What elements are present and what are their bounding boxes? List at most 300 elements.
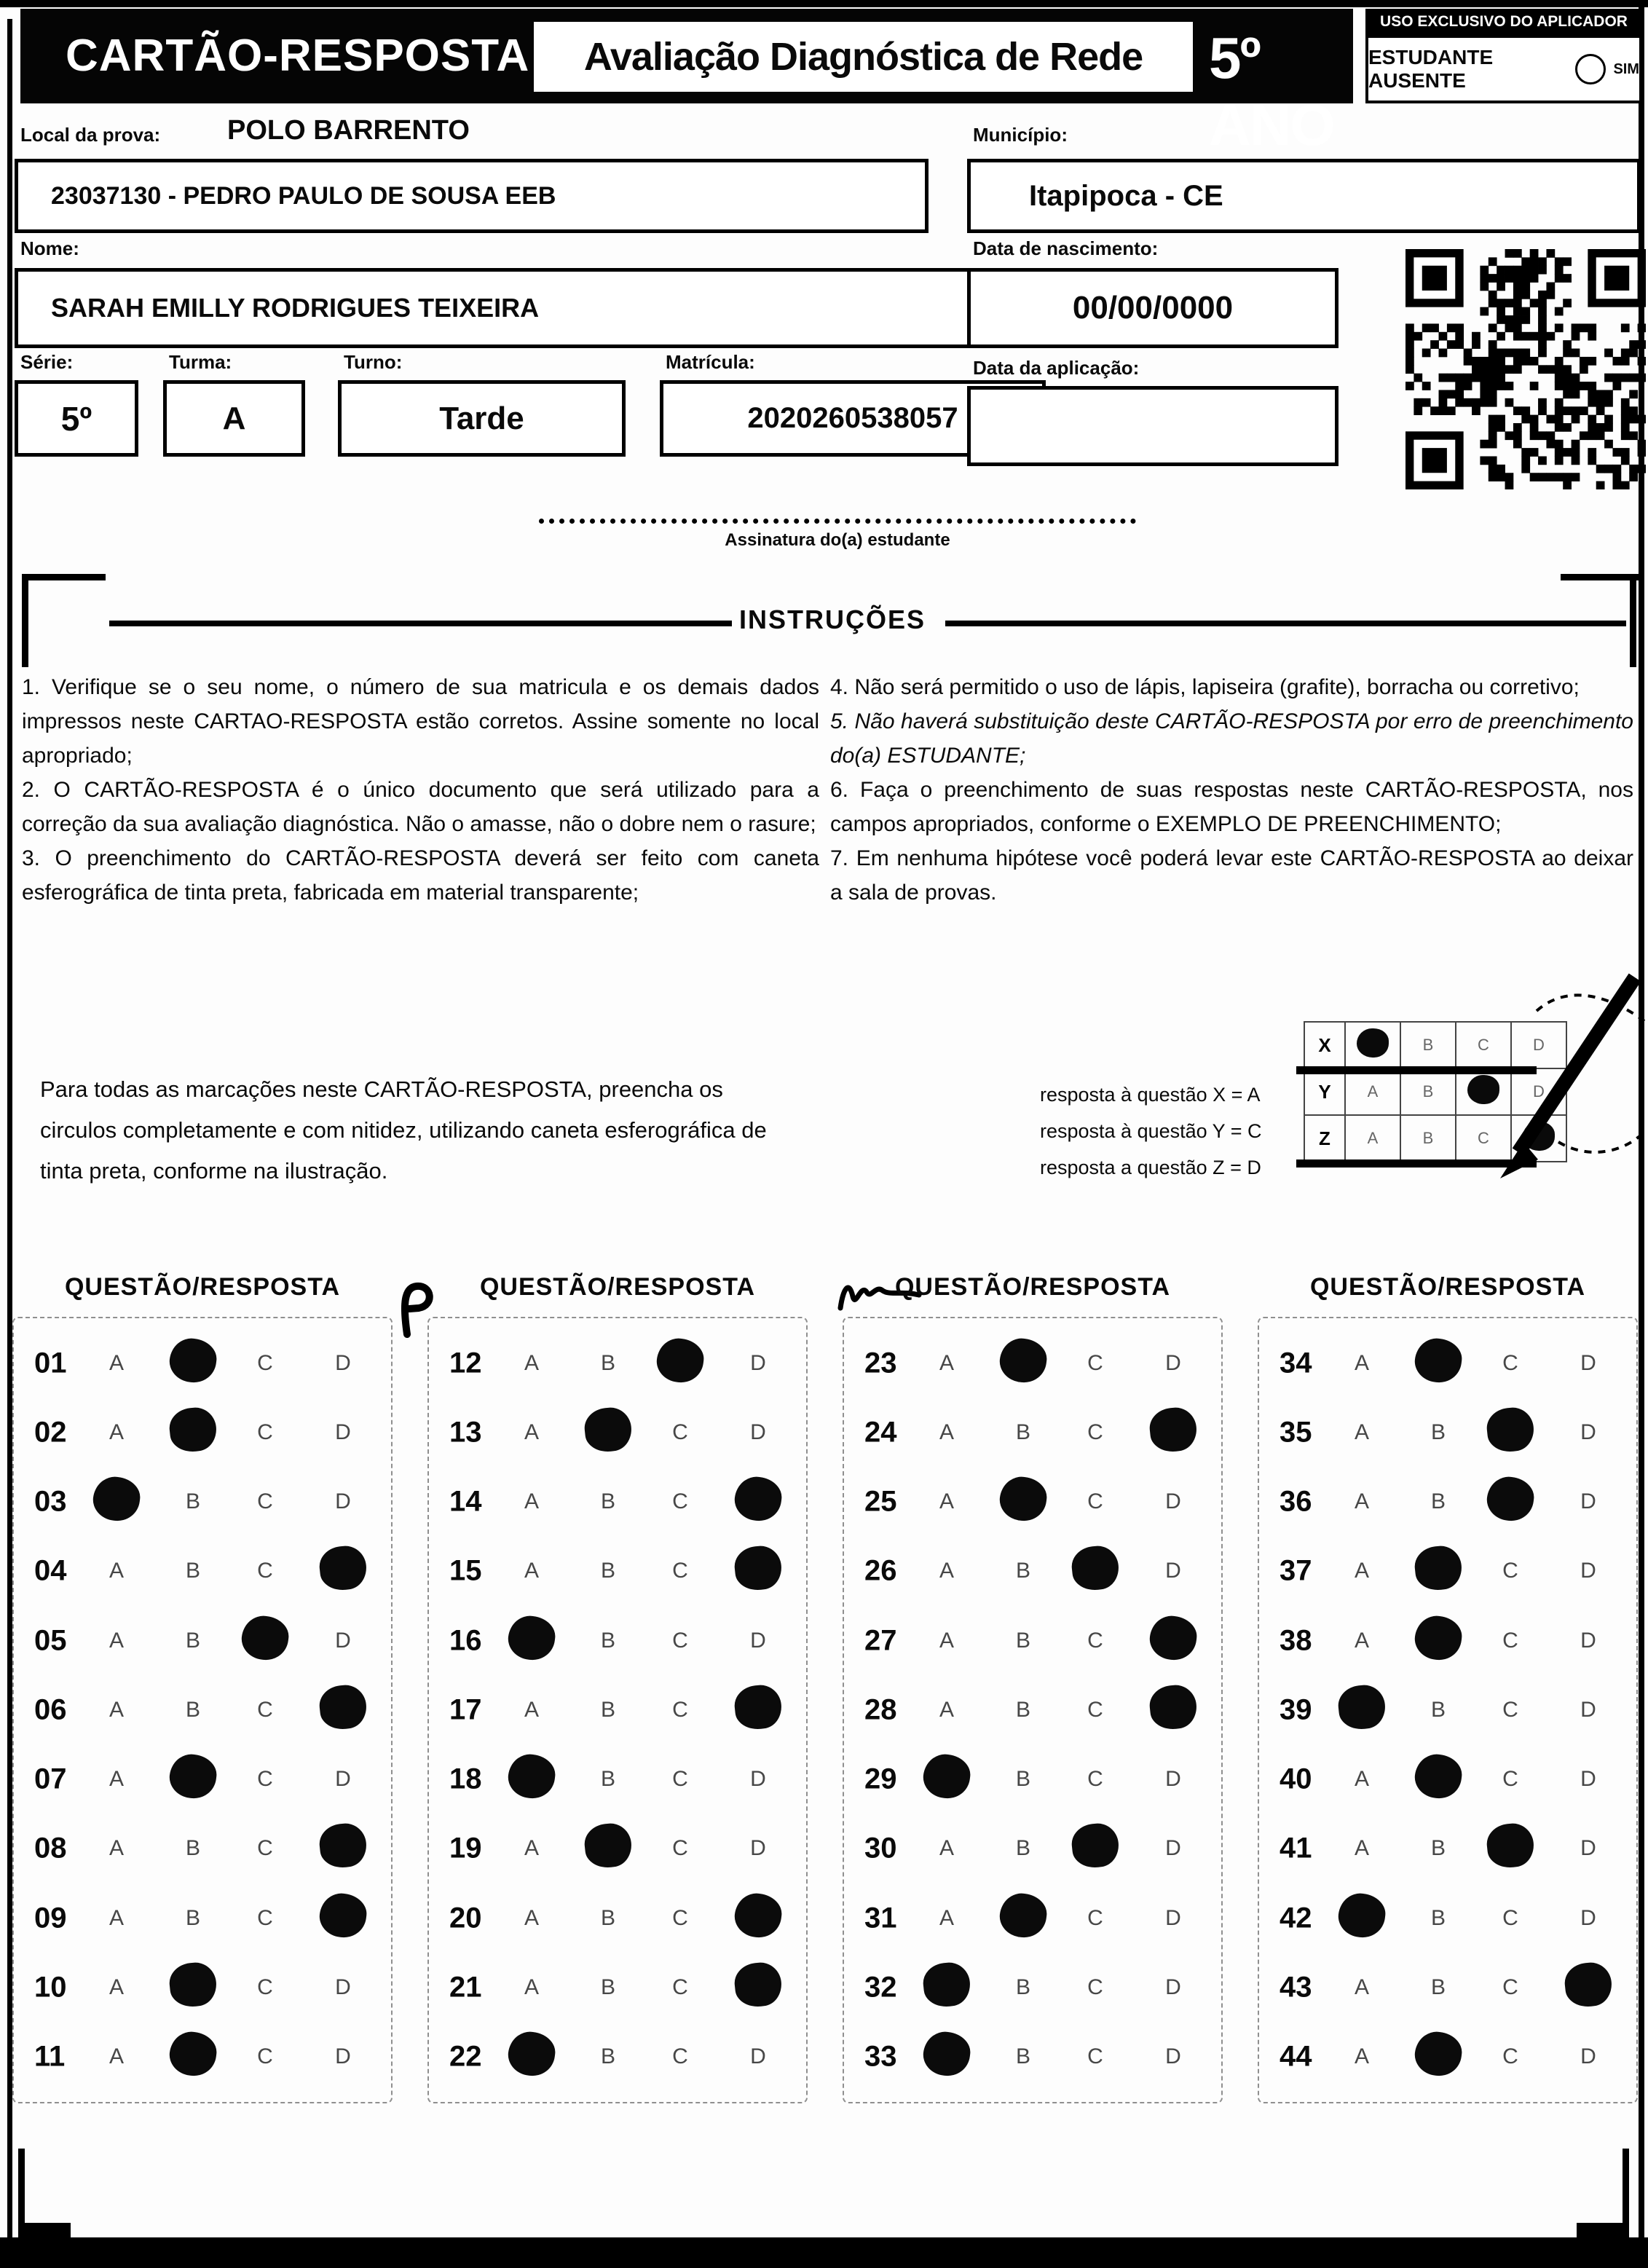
municipio-field: [967, 159, 1641, 233]
marked-option: [167, 1339, 218, 1388]
question-number: 13: [449, 1416, 482, 1449]
option-letter: D: [1580, 1836, 1596, 1861]
filled-bubble-icon: [1413, 1544, 1464, 1592]
option-letter: C: [1087, 1628, 1103, 1653]
question-number: 02: [34, 1416, 67, 1449]
bracket-bottom-right-foot: [1577, 2223, 1629, 2239]
fill-instructions-paragraph: Para todas as marcações neste CARTÃO-RESPOSTA, preencha os circulos completamente e com nitidez, utilizando caneta esferográfica de tinta preta, conforme na ilustração.: [40, 1076, 767, 1184]
pencil-icon: [1486, 969, 1648, 1187]
answer-row: [429, 2027, 806, 2087]
answer-column: [843, 1273, 1223, 2103]
option-letter: C: [672, 1767, 688, 1792]
question-number: 19: [449, 1832, 482, 1865]
marked-option: [921, 1755, 972, 1804]
applicator-box: [1365, 9, 1642, 103]
example-option-letter: A: [1345, 1068, 1400, 1115]
option-letter: C: [672, 1836, 688, 1861]
option-letter: A: [939, 1350, 954, 1375]
option-letter: B: [600, 1489, 615, 1514]
answer-row: [14, 1749, 391, 1809]
marked-option: [318, 1685, 368, 1735]
filled-bubble-icon: [1413, 1336, 1464, 1385]
option-letter: C: [1502, 1975, 1518, 2000]
option-letter: B: [1430, 1697, 1446, 1722]
option-letter: D: [750, 2044, 766, 2069]
option-letter: A: [1354, 1975, 1369, 2000]
filled-bubble-icon: [1148, 1406, 1199, 1454]
question-number: 12: [449, 1347, 482, 1379]
filled-bubble-icon: [583, 1406, 634, 1454]
question-number: 05: [34, 1624, 67, 1657]
option-letter: D: [1165, 1836, 1181, 1861]
turma-label: Turma:: [169, 351, 232, 373]
option-letter: C: [1087, 1697, 1103, 1722]
filled-bubble-icon: [733, 1474, 784, 1523]
option-letter: D: [1580, 1420, 1596, 1444]
filled-bubble-icon: [167, 1406, 218, 1454]
option-letter: D: [335, 2044, 351, 2069]
option-letter: C: [672, 1420, 688, 1444]
option-letter: A: [524, 1489, 539, 1514]
option-letter: D: [1580, 1489, 1596, 1514]
option-letter: C: [1087, 2044, 1103, 2069]
applicator-strip-label: USO EXCLUSIVO DO APLICADOR: [1365, 9, 1642, 35]
answer-row: [14, 1611, 391, 1671]
option-letter: C: [257, 1836, 273, 1861]
answer-grid-header: QUESTÃO/RESPOSTA: [479, 1273, 756, 1301]
marked-option: [1148, 1685, 1199, 1735]
option-letter: A: [109, 1697, 124, 1722]
option-letter: D: [1165, 1350, 1181, 1375]
option-letter: A: [939, 1420, 954, 1444]
filled-bubble-icon: [1485, 1406, 1536, 1454]
marked-option: [998, 1339, 1049, 1388]
filled-bubble-icon: [733, 1891, 784, 1940]
option-letter: B: [1015, 2044, 1030, 2069]
option-letter: C: [257, 1420, 273, 1444]
serie-label: Série:: [20, 351, 74, 373]
option-letter: A: [524, 1975, 539, 2000]
marked-option: [733, 1963, 784, 2012]
option-letter: A: [524, 1905, 539, 1930]
option-letter: D: [1580, 1559, 1596, 1583]
question-number: 31: [864, 1902, 897, 1934]
filled-bubble-icon: [1336, 1683, 1387, 1731]
option-letter: D: [1165, 2044, 1181, 2069]
answer-row: [14, 1958, 391, 2017]
option-letter: C: [1502, 1697, 1518, 1722]
turno-label: Turno:: [344, 351, 403, 373]
marked-option: [921, 1963, 972, 2012]
instruction-item: 3. O preenchimento do CARTÃO-RESPOSTA deverá ser feito com caneta esferográfica de tinta preta, fabricada em material transparente;: [22, 846, 819, 905]
answer-row: [14, 2027, 391, 2087]
school-value: 23037130 - PEDRO PAULO DE SOUSA EEB: [51, 181, 556, 210]
marked-option: [1336, 1685, 1387, 1735]
example-option-letter: D: [1511, 1068, 1566, 1115]
answer-row: [14, 1680, 391, 1740]
option-letter: A: [109, 1350, 124, 1375]
option-letter: C: [257, 1905, 273, 1930]
turma-value: A: [222, 400, 246, 436]
question-number: 11: [34, 2040, 66, 2073]
filled-bubble-icon: [506, 1613, 558, 1662]
card-subtitle: Avaliação Diagnóstica de Rede: [583, 35, 1143, 79]
instructions-left-column: [22, 670, 819, 910]
answer-row: [1259, 1680, 1636, 1740]
bracket-top-right-v: [1630, 574, 1636, 667]
option-letter: C: [672, 1559, 688, 1583]
option-letter: A: [1354, 1836, 1369, 1861]
question-number: 24: [864, 1416, 897, 1449]
option-letter: B: [600, 2044, 615, 2069]
filled-bubble-icon: [1563, 1961, 1614, 2009]
instructions-right-column: [830, 670, 1633, 910]
filled-bubble-icon: [998, 1336, 1049, 1385]
signature-line: [539, 519, 1136, 524]
option-letter: B: [1015, 1697, 1030, 1722]
option-letter: C: [1087, 1767, 1103, 1792]
nascimento-field: [967, 268, 1338, 348]
answer-row: [844, 1889, 1221, 1948]
option-letter: C: [1087, 1489, 1103, 1514]
answer-row: [429, 1541, 806, 1601]
absent-bubble-icon: [1575, 54, 1606, 84]
marked-option: [1485, 1408, 1536, 1457]
filled-bubble-icon: [167, 1961, 218, 2009]
turno-field: [338, 380, 626, 457]
option-letter: A: [109, 1905, 124, 1930]
marked-option: [1413, 1755, 1464, 1804]
option-letter: A: [109, 2044, 124, 2069]
question-number: 44: [1280, 2040, 1312, 2073]
aplicacao-label: Data da aplicação:: [973, 357, 1140, 379]
option-letter: C: [1087, 1420, 1103, 1444]
legend-line: resposta à questão X = A: [1040, 1084, 1261, 1106]
instruction-item: 6. Faça o preenchimento de suas respostas neste CARTÃO-RESPOSTA, nos campos apropriados, conforme o EXEMPLO DE PREENCHIMENTO;: [830, 778, 1633, 836]
answer-row: [14, 1541, 391, 1601]
filled-bubble-icon: [921, 1752, 973, 1801]
question-number: 43: [1280, 1971, 1312, 2004]
option-letter: B: [1430, 1836, 1446, 1861]
answer-row: [14, 1819, 391, 1878]
option-letter: C: [257, 1975, 273, 2000]
option-letter: A: [1354, 2044, 1369, 2069]
marked-option: [1336, 1894, 1387, 1943]
answer-row: [1259, 1541, 1636, 1601]
question-number: 18: [449, 1763, 482, 1795]
example-row-label: X: [1304, 1022, 1345, 1068]
filled-bubble-icon: [91, 1474, 143, 1523]
municipio-label: Município:: [973, 124, 1068, 146]
marked-option: [167, 1963, 218, 2012]
answer-row: [1259, 1889, 1636, 1948]
nascimento-value: 00/00/0000: [1072, 290, 1234, 326]
answer-row: [844, 1541, 1221, 1601]
answer-row: [429, 1334, 806, 1393]
option-letter: A: [939, 1697, 954, 1722]
question-number: 01: [34, 1347, 67, 1379]
option-letter: A: [939, 1628, 954, 1653]
answer-row: [1259, 1611, 1636, 1671]
marked-option: [1070, 1824, 1121, 1873]
option-letter: B: [1430, 1905, 1446, 1930]
filled-bubble-icon: [318, 1822, 368, 1870]
option-letter: D: [750, 1836, 766, 1861]
question-number: 42: [1280, 1902, 1312, 1934]
answer-row: [844, 1611, 1221, 1671]
filled-bubble-icon: [1413, 1752, 1464, 1801]
answer-row: [1259, 1749, 1636, 1809]
question-number: 15: [449, 1554, 482, 1587]
question-number: 16: [449, 1624, 482, 1657]
option-letter: C: [1087, 1905, 1103, 1930]
answer-row: [844, 2027, 1221, 2087]
example-legend: [1040, 1076, 1331, 1186]
filled-bubble-icon: [1413, 1613, 1464, 1662]
example-option-letter: C: [1456, 1115, 1511, 1162]
option-letter: B: [1015, 1559, 1030, 1583]
option-letter: D: [335, 1350, 351, 1375]
question-number: 38: [1280, 1624, 1312, 1657]
question-number: 27: [864, 1624, 897, 1657]
question-number: 23: [864, 1347, 897, 1379]
filled-bubble-icon: [921, 1961, 972, 2009]
answer-grid-header: QUESTÃO/RESPOSTA: [1309, 1273, 1586, 1301]
marked-option: [318, 1894, 368, 1943]
option-letter: B: [1015, 1628, 1030, 1653]
option-letter: B: [1430, 1975, 1446, 2000]
marked-option: [167, 1755, 218, 1804]
marked-option: [506, 1616, 557, 1666]
filled-bubble-icon: [1070, 1544, 1121, 1592]
instruction-item: 2. O CARTÃO-RESPOSTA é o único documento que será utilizado para a correção da sua avaliação diagnóstica. Não o amasse, não o dobre nem o rasure;: [22, 778, 819, 836]
option-letter: A: [939, 1905, 954, 1930]
answer-row: [844, 1403, 1221, 1462]
answer-grid-header: QUESTÃO/RESPOSTA: [894, 1273, 1171, 1301]
answer-row: [1259, 1403, 1636, 1462]
municipio-value: Itapipoca - CE: [1029, 179, 1223, 212]
option-letter: B: [185, 1628, 200, 1653]
option-letter: B: [1015, 1836, 1030, 1861]
option-letter: B: [1430, 1489, 1446, 1514]
option-letter: B: [600, 1559, 615, 1583]
question-number: 09: [34, 1902, 67, 1934]
question-number: 17: [449, 1693, 482, 1726]
example-row-label: Z: [1304, 1115, 1345, 1162]
option-letter: B: [1430, 1420, 1446, 1444]
option-letter: D: [335, 1767, 351, 1792]
option-letter: A: [524, 1350, 539, 1375]
option-letter: D: [1165, 1975, 1181, 2000]
filled-bubble-icon: [998, 1474, 1049, 1523]
option-letter: B: [1015, 1420, 1030, 1444]
absent-row: [1365, 35, 1642, 103]
question-number: 35: [1280, 1416, 1312, 1449]
instruction-item: 7. Em nenhuma hipótese você poderá levar este CARTÃO-RESPOSTA ao deixar a sala de provas.: [830, 846, 1633, 905]
filled-bubble-icon: [1485, 1822, 1536, 1870]
question-number: 07: [34, 1763, 67, 1795]
answer-row: [14, 1889, 391, 1948]
marked-option: [998, 1477, 1049, 1527]
answer-row: [1259, 1958, 1636, 2017]
answer-row: [429, 1819, 806, 1878]
option-letter: C: [1087, 1350, 1103, 1375]
question-number: 41: [1280, 1832, 1312, 1865]
question-number: 08: [34, 1832, 67, 1865]
option-letter: C: [1087, 1975, 1103, 2000]
instruction-item: 1. Verifique se o seu nome, o número de sua matricula e os demais dados impressos neste CARTAO-RESPOSTA estão corretos. Assine somente no local apropriado;: [22, 675, 819, 768]
absent-option-label: SIM: [1613, 60, 1639, 77]
marked-option: [733, 1477, 784, 1527]
marked-option: [506, 1755, 557, 1804]
option-letter: D: [335, 1628, 351, 1653]
answer-row: [1259, 2027, 1636, 2087]
answer-row: [844, 1472, 1221, 1532]
filled-bubble-icon: [733, 1961, 784, 2009]
nome-label: Nome:: [20, 237, 79, 259]
turma-field: [163, 380, 305, 457]
answer-row: [429, 1611, 806, 1671]
instruction-item: 4. Não será permitido o uso de lápis, lapiseira (grafite), borracha ou corretivo;: [830, 675, 1580, 699]
option-letter: D: [1165, 1767, 1181, 1792]
filled-bubble-icon: [318, 1891, 369, 1940]
filled-bubble-icon: [921, 2030, 973, 2079]
legend-line: resposta a questão Z = D: [1040, 1157, 1261, 1178]
option-letter: C: [672, 1697, 688, 1722]
option-letter: C: [257, 1559, 273, 1583]
option-letter: D: [1165, 1559, 1181, 1583]
filled-bubble-icon: [655, 1336, 706, 1385]
option-letter: B: [600, 1697, 615, 1722]
option-letter: D: [1165, 1905, 1181, 1930]
option-letter: D: [335, 1975, 351, 2000]
option-letter: D: [1580, 1697, 1596, 1722]
option-letter: A: [1354, 1489, 1369, 1514]
marked-option: [1485, 1477, 1536, 1527]
matricula-value: 2020260538057: [747, 402, 958, 434]
option-letter: A: [1354, 1628, 1369, 1653]
card-subtitle-box: [534, 22, 1193, 92]
answer-row: [429, 1472, 806, 1532]
answer-row: [14, 1403, 391, 1462]
marked-option: [733, 1685, 784, 1735]
filled-bubble-icon: [167, 2030, 219, 2079]
page-border-top: [0, 0, 1648, 7]
answer-box: [12, 1317, 393, 2103]
example-row-label: Y: [1304, 1068, 1345, 1115]
filled-bubble-icon: [1148, 1613, 1199, 1662]
question-number: 32: [864, 1971, 897, 2004]
option-letter: A: [109, 1975, 124, 2000]
option-letter: C: [672, 2044, 688, 2069]
option-letter: D: [1580, 2044, 1596, 2069]
filled-bubble-icon: [1336, 1891, 1388, 1940]
filled-bubble-icon: [506, 2030, 558, 2079]
option-letter: C: [1502, 1350, 1518, 1375]
grade-label: 5º ANO: [1209, 25, 1334, 157]
answer-row: [1259, 1472, 1636, 1532]
answer-row: [14, 1334, 391, 1393]
option-letter: A: [109, 1559, 124, 1583]
option-letter: A: [109, 1767, 124, 1792]
filled-bubble-icon: [583, 1822, 634, 1870]
option-letter: B: [600, 1975, 615, 2000]
turno-value: Tarde: [439, 400, 524, 436]
answer-box: [1258, 1317, 1638, 2103]
card-title: CARTÃO-RESPOSTA: [66, 31, 530, 81]
local-label: Local da prova:: [20, 124, 161, 146]
nome-value: SARAH EMILLY RODRIGUES TEIXEIRA: [51, 293, 540, 323]
option-letter: A: [1354, 1767, 1369, 1792]
marked-option: [167, 2032, 218, 2082]
answer-row: [1259, 1334, 1636, 1393]
option-letter: A: [524, 1836, 539, 1861]
marked-option: [1563, 1963, 1614, 2012]
signature-caption: Assinatura do(a) estudante: [725, 530, 950, 550]
marked-option: [998, 1894, 1049, 1943]
example-option-letter: D: [1511, 1022, 1566, 1068]
question-number: 39: [1280, 1693, 1312, 1726]
option-letter: D: [1580, 1905, 1596, 1930]
nome-field: [15, 268, 1045, 348]
option-letter: A: [1354, 1559, 1369, 1583]
local-value: POLO BARRENTO: [227, 115, 470, 146]
example-option-letter: B: [1400, 1115, 1456, 1162]
marked-option: [1148, 1408, 1199, 1457]
option-letter: C: [672, 1905, 688, 1930]
filled-bubble-icon: [167, 1336, 219, 1385]
option-letter: C: [672, 1489, 688, 1514]
option-letter: C: [1502, 1905, 1518, 1930]
option-letter: C: [257, 1767, 273, 1792]
option-letter: A: [109, 1628, 124, 1653]
question-number: 14: [449, 1485, 482, 1518]
filled-bubble-icon: [1148, 1683, 1199, 1731]
option-letter: B: [600, 1905, 615, 1930]
nascimento-label: Data de nascimento:: [973, 237, 1159, 259]
option-letter: B: [185, 1559, 200, 1583]
marked-option: [1413, 1339, 1464, 1388]
option-letter: B: [600, 1350, 615, 1375]
question-number: 40: [1280, 1763, 1312, 1795]
marked-option: [655, 1339, 706, 1388]
answer-row: [844, 1334, 1221, 1393]
example-marked-option: [1345, 1022, 1400, 1068]
marked-option: [1413, 1546, 1464, 1596]
answer-grid-header: QUESTÃO/RESPOSTA: [64, 1273, 341, 1301]
option-letter: B: [185, 1836, 200, 1861]
option-letter: C: [257, 1489, 273, 1514]
option-letter: C: [257, 1697, 273, 1722]
question-number: 29: [864, 1763, 897, 1795]
option-letter: D: [1580, 1628, 1596, 1653]
answer-row: [844, 1958, 1221, 2017]
option-letter: B: [185, 1697, 200, 1722]
instruction-item: 5. Não haverá substituição deste CARTÃO-RESPOSTA por erro de preenchimento do(a) ESTUDANTE;: [830, 709, 1633, 768]
bracket-bottom-left-foot: [18, 2223, 71, 2239]
filled-bubble-icon: [1485, 1474, 1537, 1523]
legend-line: resposta à questão Y = C: [1040, 1120, 1262, 1142]
option-letter: A: [524, 1420, 539, 1444]
bracket-top-left: [22, 574, 106, 580]
option-letter: C: [672, 1628, 688, 1653]
marked-option: [1413, 2032, 1464, 2082]
instructions-rule-left: [109, 621, 732, 626]
answer-box: [427, 1317, 808, 2103]
answer-box: [843, 1317, 1223, 2103]
example-option-letter: C: [1456, 1022, 1511, 1068]
marked-option: [506, 2032, 557, 2082]
